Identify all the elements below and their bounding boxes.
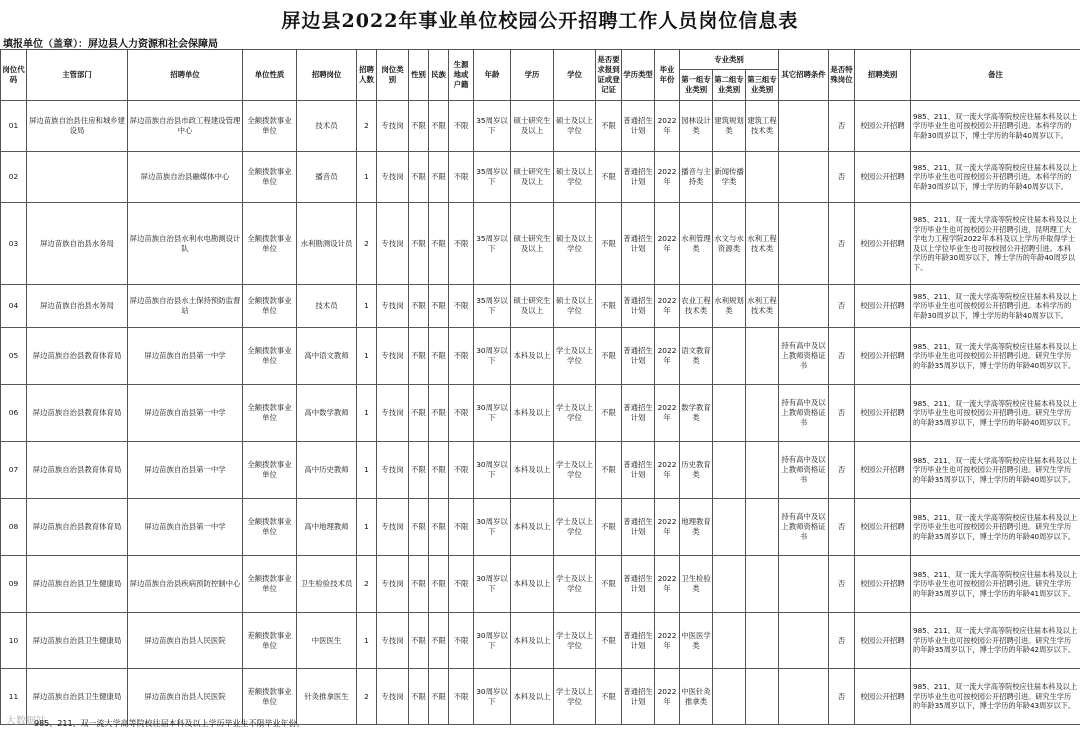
cell-special: 否 bbox=[829, 101, 855, 152]
cell-unit: 屏边苗族自治县人民医院 bbox=[128, 669, 243, 725]
cell-gender: 不限 bbox=[409, 385, 429, 442]
header-dept: 主管部门 bbox=[27, 50, 128, 101]
header-remark: 备注 bbox=[911, 50, 1080, 101]
cell-gender: 不限 bbox=[409, 285, 429, 328]
cell-ethnic: 不限 bbox=[429, 152, 449, 203]
cell-unit: 屏边苗族自治县疾病预防控制中心 bbox=[128, 556, 243, 613]
cell-special: 否 bbox=[829, 613, 855, 669]
cell-dept: 屏边苗族自治县教育体育局 bbox=[27, 328, 128, 385]
cell-m3 bbox=[746, 499, 779, 556]
cell-gender: 不限 bbox=[409, 669, 429, 725]
page-title: 屏边县2022年事业单位校园公开招聘工作人员岗位信息表 bbox=[281, 10, 799, 32]
header-major: 专业类别 bbox=[680, 50, 779, 70]
cell-grad-year: 2022年 bbox=[655, 442, 680, 499]
cell-m3 bbox=[746, 669, 779, 725]
cell-m1: 历史教育类 bbox=[680, 442, 713, 499]
cell-degree: 学士及以上学位 bbox=[554, 385, 596, 442]
cell-reg: 不限 bbox=[596, 203, 622, 285]
table-row bbox=[1, 203, 1080, 285]
cell-m3 bbox=[746, 152, 779, 203]
cell-ethnic: 不限 bbox=[429, 442, 449, 499]
cell-origin: 不限 bbox=[449, 101, 474, 152]
cell-degree: 硕士及以上学位 bbox=[554, 101, 596, 152]
cell-count: 1 bbox=[357, 328, 377, 385]
cell-ethnic: 不限 bbox=[429, 285, 449, 328]
cell-unit: 屏边苗族自治县人民医院 bbox=[128, 613, 243, 669]
cell-special: 否 bbox=[829, 385, 855, 442]
cell-count: 1 bbox=[357, 285, 377, 328]
cell-recruit-type: 校园公开招聘 bbox=[855, 385, 911, 442]
cell-m3 bbox=[746, 328, 779, 385]
cell-edu-type: 普通招生计划 bbox=[622, 152, 655, 203]
cell-m2: 建筑规划类 bbox=[713, 101, 746, 152]
cell-age: 30周岁以下 bbox=[474, 328, 511, 385]
cell-unit: 屏边苗族自治县第一中学 bbox=[128, 385, 243, 442]
cell-dept: 屏边苗族自治县水务局 bbox=[27, 203, 128, 285]
job-info-table bbox=[0, 49, 1080, 725]
cell-recruit-type: 校园公开招聘 bbox=[855, 669, 911, 725]
cell-edu: 硕士研究生及以上 bbox=[511, 101, 554, 152]
cell-other bbox=[779, 613, 829, 669]
cell-edu: 硕士研究生及以上 bbox=[511, 203, 554, 285]
cell-degree: 学士及以上学位 bbox=[554, 669, 596, 725]
cell-dept: 屏边苗族自治县住房和城乡建设局 bbox=[27, 101, 128, 152]
cell-recruit-type: 校园公开招聘 bbox=[855, 203, 911, 285]
cell-other: 持有高中及以上教师资格证书 bbox=[779, 385, 829, 442]
cell-unit: 屏边苗族自治县水土保持预防监督站 bbox=[128, 285, 243, 328]
header-post: 招聘岗位 bbox=[297, 50, 357, 101]
cell-edu-type: 普通招生计划 bbox=[622, 101, 655, 152]
cell-code: 07 bbox=[1, 442, 27, 499]
cell-m1: 数学教育类 bbox=[680, 385, 713, 442]
cell-post-type: 专技岗 bbox=[377, 442, 409, 499]
cell-count: 1 bbox=[357, 613, 377, 669]
header-ethnic: 民族 bbox=[429, 50, 449, 101]
cell-count: 1 bbox=[357, 499, 377, 556]
cell-m3 bbox=[746, 613, 779, 669]
cell-remark: 985、211、双一流大学高等院校应往届本科及以上学历毕业生也可按校园公开招聘引进。本科学历的年龄30周岁以下，博士学历的年龄40周岁以下。 bbox=[911, 101, 1080, 152]
cell-special: 否 bbox=[829, 285, 855, 328]
cell-post: 中医医生 bbox=[297, 613, 357, 669]
cell-degree: 硕士及以上学位 bbox=[554, 203, 596, 285]
cell-post: 针灸推拿医生 bbox=[297, 669, 357, 725]
cell-edu-type: 普通招生计划 bbox=[622, 669, 655, 725]
cell-grad-year: 2022年 bbox=[655, 328, 680, 385]
cell-post: 技术员 bbox=[297, 285, 357, 328]
cell-remark: 985、211、双一流大学高等院校应往届本科及以上学历毕业生也可按校园公开招聘引进。研究生学历的年龄35周岁以下，博士学历的年龄40周岁以下。 bbox=[911, 442, 1080, 499]
cell-recruit-type: 校园公开招聘 bbox=[855, 328, 911, 385]
cell-m3: 建筑工程技术类 bbox=[746, 101, 779, 152]
cell-recruit-type: 校园公开招聘 bbox=[855, 152, 911, 203]
cell-post: 水利勘测设计员 bbox=[297, 203, 357, 285]
cell-grad-year: 2022年 bbox=[655, 499, 680, 556]
cell-dept: 屏边苗族自治县水务局 bbox=[27, 285, 128, 328]
cell-dept: 屏边苗族自治县卫生健康局 bbox=[27, 613, 128, 669]
cell-m2: 新闻传播学类 bbox=[713, 152, 746, 203]
table-row bbox=[1, 152, 1080, 203]
cell-origin: 不限 bbox=[449, 152, 474, 203]
cell-special: 否 bbox=[829, 442, 855, 499]
cell-m1: 中医医学类 bbox=[680, 613, 713, 669]
cell-recruit-type: 校园公开招聘 bbox=[855, 101, 911, 152]
cell-m3: 水利工程技术类 bbox=[746, 203, 779, 285]
cell-dept: 屏边苗族自治县卫生健康局 bbox=[27, 669, 128, 725]
cell-post-type: 专技岗 bbox=[377, 285, 409, 328]
cell-edu-type: 普通招生计划 bbox=[622, 328, 655, 385]
cell-reg: 不限 bbox=[596, 328, 622, 385]
cell-gender: 不限 bbox=[409, 613, 429, 669]
cell-m1: 园林设计类 bbox=[680, 101, 713, 152]
cell-count: 1 bbox=[357, 442, 377, 499]
cell-nature: 全额拨款事业单位 bbox=[243, 285, 297, 328]
table-row bbox=[1, 328, 1080, 385]
cell-post-type: 专技岗 bbox=[377, 499, 409, 556]
header-major3: 第三组专业类别 bbox=[746, 70, 779, 101]
cell-ethnic: 不限 bbox=[429, 385, 449, 442]
cell-m3 bbox=[746, 556, 779, 613]
header-degree: 学位 bbox=[554, 50, 596, 101]
cell-recruit-type: 校园公开招聘 bbox=[855, 556, 911, 613]
cell-grad-year: 2022年 bbox=[655, 203, 680, 285]
table-row bbox=[1, 556, 1080, 613]
cell-nature: 全额拨款事业单位 bbox=[243, 385, 297, 442]
cell-nature: 全额拨款事业单位 bbox=[243, 101, 297, 152]
table-row bbox=[1, 442, 1080, 499]
cell-edu: 本科及以上 bbox=[511, 669, 554, 725]
cell-code: 11 bbox=[1, 669, 27, 725]
cell-post: 技术员 bbox=[297, 101, 357, 152]
cell-origin: 不限 bbox=[449, 613, 474, 669]
cell-code: 08 bbox=[1, 499, 27, 556]
header-unit: 招聘单位 bbox=[128, 50, 243, 101]
cell-post: 卫生检验技术员 bbox=[297, 556, 357, 613]
cell-count: 2 bbox=[357, 203, 377, 285]
cell-nature: 全额拨款事业单位 bbox=[243, 556, 297, 613]
cell-dept bbox=[27, 152, 128, 203]
cell-m2 bbox=[713, 442, 746, 499]
cell-age: 30周岁以下 bbox=[474, 499, 511, 556]
cell-post-type: 专技岗 bbox=[377, 203, 409, 285]
cell-post-type: 专技岗 bbox=[377, 613, 409, 669]
cell-grad-year: 2022年 bbox=[655, 285, 680, 328]
cell-count: 1 bbox=[357, 152, 377, 203]
cell-post: 高中历史教师 bbox=[297, 442, 357, 499]
cell-other bbox=[779, 285, 829, 328]
cell-ethnic: 不限 bbox=[429, 499, 449, 556]
cell-gender: 不限 bbox=[409, 101, 429, 152]
cell-nature: 差额拨款事业单位 bbox=[243, 669, 297, 725]
cell-gender: 不限 bbox=[409, 203, 429, 285]
cell-age: 35周岁以下 bbox=[474, 152, 511, 203]
cell-degree: 学士及以上学位 bbox=[554, 499, 596, 556]
header-edu-type: 学历类型 bbox=[622, 50, 655, 101]
cell-degree: 学士及以上学位 bbox=[554, 328, 596, 385]
cell-gender: 不限 bbox=[409, 556, 429, 613]
cell-count: 1 bbox=[357, 385, 377, 442]
cell-other: 持有高中及以上教师资格证书 bbox=[779, 442, 829, 499]
cell-edu: 硕士研究生及以上 bbox=[511, 152, 554, 203]
cell-origin: 不限 bbox=[449, 442, 474, 499]
cell-remark: 985、211、双一流大学高等院校应往届本科及以上学历毕业生也可按校园公开招聘引进。研究生学历的年龄35周岁以下，博士学历的年龄40周岁以下。 bbox=[911, 499, 1080, 556]
cell-age: 30周岁以下 bbox=[474, 442, 511, 499]
cell-ethnic: 不限 bbox=[429, 328, 449, 385]
cell-age: 35周岁以下 bbox=[474, 203, 511, 285]
cell-m1: 卫生检验类 bbox=[680, 556, 713, 613]
cell-m3 bbox=[746, 442, 779, 499]
cell-code: 10 bbox=[1, 613, 27, 669]
cell-post-type: 专技岗 bbox=[377, 101, 409, 152]
cell-m1: 播音与主持类 bbox=[680, 152, 713, 203]
cell-m1: 中医针灸推拿类 bbox=[680, 669, 713, 725]
cell-edu-type: 普通招生计划 bbox=[622, 556, 655, 613]
cell-other: 持有高中及以上教师资格证书 bbox=[779, 328, 829, 385]
cell-grad-year: 2022年 bbox=[655, 152, 680, 203]
cell-origin: 不限 bbox=[449, 385, 474, 442]
cell-age: 35周岁以下 bbox=[474, 285, 511, 328]
cell-ethnic: 不限 bbox=[429, 613, 449, 669]
cell-reg: 不限 bbox=[596, 152, 622, 203]
cell-m3 bbox=[746, 385, 779, 442]
table-row bbox=[1, 669, 1080, 725]
cell-m2: 水文与水资源类 bbox=[713, 203, 746, 285]
cell-other: 持有高中及以上教师资格证书 bbox=[779, 499, 829, 556]
cell-gender: 不限 bbox=[409, 328, 429, 385]
cell-other bbox=[779, 101, 829, 152]
cell-edu-type: 普通招生计划 bbox=[622, 613, 655, 669]
cell-reg: 不限 bbox=[596, 285, 622, 328]
cell-m2 bbox=[713, 328, 746, 385]
header-count: 招聘人数 bbox=[357, 50, 377, 101]
table-row bbox=[1, 613, 1080, 669]
header-other: 其它招聘条件 bbox=[779, 50, 829, 101]
cell-recruit-type: 校园公开招聘 bbox=[855, 613, 911, 669]
cell-gender: 不限 bbox=[409, 152, 429, 203]
cell-special: 否 bbox=[829, 499, 855, 556]
cell-other bbox=[779, 203, 829, 285]
cell-edu-type: 普通招生计划 bbox=[622, 285, 655, 328]
cell-code: 01 bbox=[1, 101, 27, 152]
cell-recruit-type: 校园公开招聘 bbox=[855, 285, 911, 328]
cell-post: 播音员 bbox=[297, 152, 357, 203]
cell-remark: 985、211、双一流大学高等院校应往届本科及以上学历毕业生也可按校园公开招聘引进。研究生学历的年龄35周岁以下，博士学历的年龄41周岁以下。 bbox=[911, 556, 1080, 613]
cell-age: 30周岁以下 bbox=[474, 385, 511, 442]
cell-edu: 本科及以上 bbox=[511, 442, 554, 499]
header-major2: 第二组专业类别 bbox=[713, 70, 746, 101]
cell-age: 35周岁以下 bbox=[474, 101, 511, 152]
cell-special: 否 bbox=[829, 328, 855, 385]
cell-nature: 全额拨款事业单位 bbox=[243, 442, 297, 499]
cell-code: 04 bbox=[1, 285, 27, 328]
cell-m3: 水利工程技术类 bbox=[746, 285, 779, 328]
cell-ethnic: 不限 bbox=[429, 669, 449, 725]
cell-ethnic: 不限 bbox=[429, 556, 449, 613]
cell-m2 bbox=[713, 613, 746, 669]
cell-nature: 差额拨款事业单位 bbox=[243, 613, 297, 669]
header-edu: 学历 bbox=[511, 50, 554, 101]
cell-edu: 本科及以上 bbox=[511, 556, 554, 613]
cell-remark: 985、211、双一流大学高等院校应往届本科及以上学历毕业生也可按校园公开招聘引进。研究生学历的年龄35周岁以下，博士学历的年龄40周岁以下。 bbox=[911, 385, 1080, 442]
cell-reg: 不限 bbox=[596, 669, 622, 725]
cell-unit: 屏边苗族自治县水利水电勘测设计队 bbox=[128, 203, 243, 285]
cell-dept: 屏边苗族自治县教育体育局 bbox=[27, 499, 128, 556]
cell-degree: 硕士及以上学位 bbox=[554, 152, 596, 203]
cell-m2 bbox=[713, 385, 746, 442]
cell-m2 bbox=[713, 499, 746, 556]
cell-code: 05 bbox=[1, 328, 27, 385]
cell-origin: 不限 bbox=[449, 499, 474, 556]
cell-unit: 屏边苗族自治县市政工程建设管理中心 bbox=[128, 101, 243, 152]
cell-remark: 985、211、双一流大学高等院校应往届本科及以上学历毕业生也可按校园公开招聘引进，昆明理工大学电力工程学院2022年本科及以上学历并取得学士及以上学位毕业生也可按校园公开招聘引进。本科学历的年龄30周岁以下，博士学历的年龄40周岁以下。 bbox=[911, 203, 1080, 285]
cell-age: 30周岁以下 bbox=[474, 613, 511, 669]
cell-other bbox=[779, 556, 829, 613]
cell-code: 06 bbox=[1, 385, 27, 442]
cell-edu: 本科及以上 bbox=[511, 499, 554, 556]
cell-nature: 全额拨款事业单位 bbox=[243, 203, 297, 285]
cell-degree: 硕士及以上学位 bbox=[554, 285, 596, 328]
cell-reg: 不限 bbox=[596, 556, 622, 613]
cell-nature: 全额拨款事业单位 bbox=[243, 152, 297, 203]
cell-grad-year: 2022年 bbox=[655, 556, 680, 613]
cell-special: 否 bbox=[829, 669, 855, 725]
cell-unit: 屏边苗族自治县第一中学 bbox=[128, 442, 243, 499]
cell-edu: 本科及以上 bbox=[511, 613, 554, 669]
cell-dept: 屏边苗族自治县教育体育局 bbox=[27, 442, 128, 499]
header-reg: 是否要求报到证或登记证 bbox=[596, 50, 622, 101]
cell-other bbox=[779, 152, 829, 203]
cell-m1: 水利管理类 bbox=[680, 203, 713, 285]
table-row bbox=[1, 499, 1080, 556]
cell-post-type: 专技岗 bbox=[377, 328, 409, 385]
cell-reg: 不限 bbox=[596, 613, 622, 669]
cell-special: 否 bbox=[829, 203, 855, 285]
cell-count: 2 bbox=[357, 556, 377, 613]
cell-post-type: 专技岗 bbox=[377, 556, 409, 613]
cell-m2 bbox=[713, 556, 746, 613]
cell-unit: 屏边苗族自治县第一中学 bbox=[128, 499, 243, 556]
cell-ethnic: 不限 bbox=[429, 101, 449, 152]
cell-special: 否 bbox=[829, 152, 855, 203]
reporting-unit-label: 填报单位（盖章）：屏边县人力资源和社会保障局 bbox=[3, 39, 218, 50]
cell-grad-year: 2022年 bbox=[655, 101, 680, 152]
cell-recruit-type: 校园公开招聘 bbox=[855, 442, 911, 499]
cell-dept: 屏边苗族自治县卫生健康局 bbox=[27, 556, 128, 613]
cell-origin: 不限 bbox=[449, 669, 474, 725]
cell-remark: 985、211、双一流大学高等院校应往届本科及以上学历毕业生也可按校园公开招聘引进。本科学历的年龄30周岁以下，博士学历的年龄40周岁以下。 bbox=[911, 152, 1080, 203]
cell-ethnic: 不限 bbox=[429, 203, 449, 285]
cell-post: 高中数学教师 bbox=[297, 385, 357, 442]
cell-code: 02 bbox=[1, 152, 27, 203]
header-special: 是否特殊岗位 bbox=[829, 50, 855, 101]
table-row bbox=[1, 385, 1080, 442]
cell-edu-type: 普通招生计划 bbox=[622, 442, 655, 499]
header-nature: 单位性质 bbox=[243, 50, 297, 101]
header-age: 年龄 bbox=[474, 50, 511, 101]
cell-post: 高中语文教师 bbox=[297, 328, 357, 385]
cell-degree: 学士及以上学位 bbox=[554, 442, 596, 499]
cell-edu-type: 普通招生计划 bbox=[622, 385, 655, 442]
header-major1: 第一组专业类别 bbox=[680, 70, 713, 101]
cell-nature: 全额拨款事业单位 bbox=[243, 499, 297, 556]
cell-degree: 学士及以上学位 bbox=[554, 556, 596, 613]
cell-post-type: 专技岗 bbox=[377, 385, 409, 442]
cell-post: 高中地理教师 bbox=[297, 499, 357, 556]
cell-gender: 不限 bbox=[409, 442, 429, 499]
cell-origin: 不限 bbox=[449, 556, 474, 613]
header-code: 岗位代码 bbox=[1, 50, 27, 101]
header-grad-year: 毕业年份 bbox=[655, 50, 680, 101]
cell-recruit-type: 校园公开招聘 bbox=[855, 499, 911, 556]
cell-m2 bbox=[713, 669, 746, 725]
cell-age: 30周岁以下 bbox=[474, 556, 511, 613]
cell-remark: 985、211、双一流大学高等院校应往届本科及以上学历毕业生也可按校园公开招聘引进。研究生学历的年龄35周岁以下，博士学历的年龄42周岁以下。 bbox=[911, 613, 1080, 669]
cell-dept: 屏边苗族自治县教育体育局 bbox=[27, 385, 128, 442]
cell-remark: 985、211、双一流大学高等院校应往届本科及以上学历毕业生也可按校园公开招聘引进。本科学历的年龄30周岁以下，博士学历的年龄40周岁以下。 bbox=[911, 285, 1080, 328]
cell-m1: 农业工程技术类 bbox=[680, 285, 713, 328]
cell-remark: 985、211、双一流大学高等院校应往届本科及以上学历毕业生也可按校园公开招聘引进。研究生学历的年龄35周岁以下，博士学历的年龄40周岁以下。 bbox=[911, 328, 1080, 385]
cell-remark: 985、211、双一流大学高等院校应往届本科及以上学历毕业生也可按校园公开招聘引进。研究生学历的年龄35周岁以下，博士学历的年龄43周岁以下。 bbox=[911, 669, 1080, 725]
cell-nature: 全额拨款事业单位 bbox=[243, 328, 297, 385]
cell-code: 09 bbox=[1, 556, 27, 613]
cell-m1: 语文教育类 bbox=[680, 328, 713, 385]
cell-origin: 不限 bbox=[449, 328, 474, 385]
table-row bbox=[1, 285, 1080, 328]
cell-reg: 不限 bbox=[596, 385, 622, 442]
cell-special: 否 bbox=[829, 556, 855, 613]
cell-reg: 不限 bbox=[596, 101, 622, 152]
cell-grad-year: 2022年 bbox=[655, 385, 680, 442]
cell-edu-type: 普通招生计划 bbox=[622, 499, 655, 556]
header-recruit-type: 招聘类别 bbox=[855, 50, 911, 101]
header-origin: 生源地或户籍 bbox=[449, 50, 474, 101]
cell-post-type: 专技岗 bbox=[377, 669, 409, 725]
header-post-type: 岗位类别 bbox=[377, 50, 409, 101]
cell-edu: 本科及以上 bbox=[511, 385, 554, 442]
cell-grad-year: 2022年 bbox=[655, 613, 680, 669]
cell-reg: 不限 bbox=[596, 442, 622, 499]
cell-reg: 不限 bbox=[596, 499, 622, 556]
cell-unit: 屏边苗族自治县第一中学 bbox=[128, 328, 243, 385]
cell-gender: 不限 bbox=[409, 499, 429, 556]
cell-post-type: 专技岗 bbox=[377, 152, 409, 203]
cell-count: 2 bbox=[357, 669, 377, 725]
cell-other bbox=[779, 669, 829, 725]
cell-m1: 地理教育类 bbox=[680, 499, 713, 556]
table-row bbox=[1, 101, 1080, 152]
cell-degree: 学士及以上学位 bbox=[554, 613, 596, 669]
cell-edu-type: 普通招生计划 bbox=[622, 203, 655, 285]
header-gender: 性别 bbox=[409, 50, 429, 101]
cell-code: 03 bbox=[1, 203, 27, 285]
watermark-logo: 大数据站 bbox=[6, 716, 46, 727]
cell-edu: 硕士研究生及以上 bbox=[511, 285, 554, 328]
cell-unit: 屏边苗族自治县融媒体中心 bbox=[128, 152, 243, 203]
cell-count: 2 bbox=[357, 101, 377, 152]
cell-origin: 不限 bbox=[449, 203, 474, 285]
cell-edu: 本科及以上 bbox=[511, 328, 554, 385]
cell-age: 30周岁以下 bbox=[474, 669, 511, 725]
cell-m2: 水利规划类 bbox=[713, 285, 746, 328]
cell-origin: 不限 bbox=[449, 285, 474, 328]
footnote: 985、211、双一流大学高等院校往届本科及以上学历毕业生不限毕业年份。 bbox=[34, 719, 305, 728]
cell-grad-year: 2022年 bbox=[655, 669, 680, 725]
